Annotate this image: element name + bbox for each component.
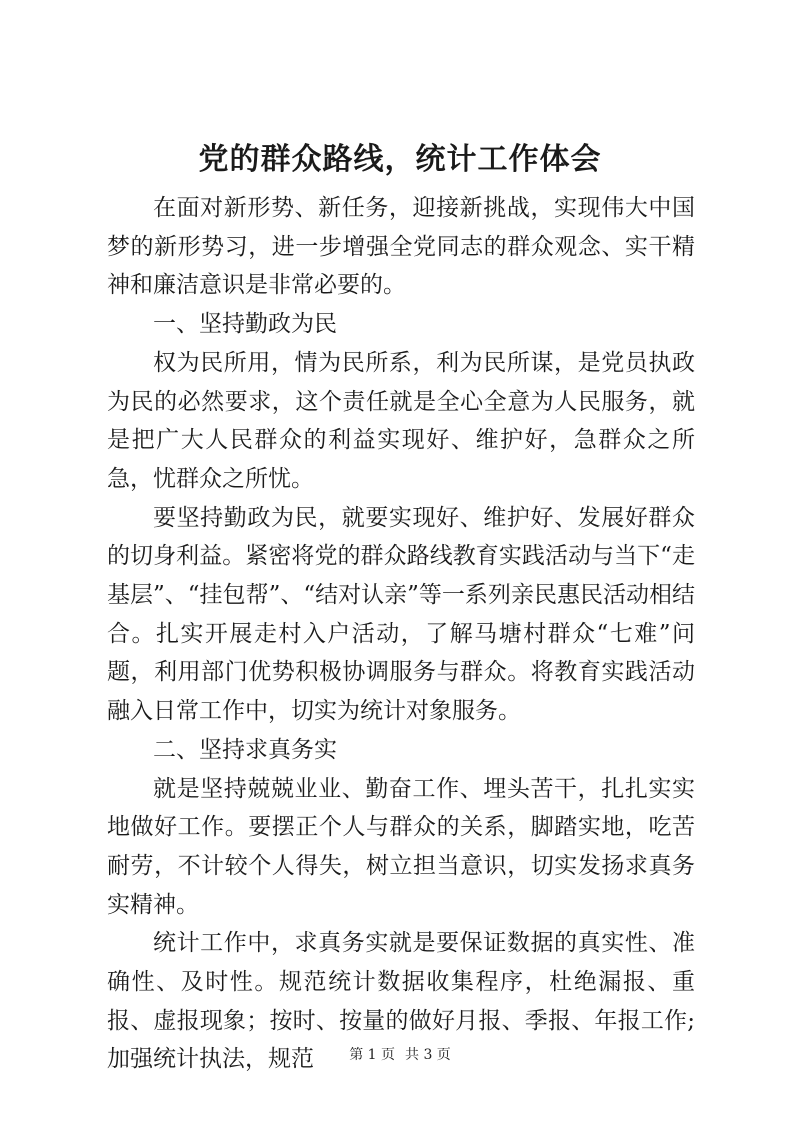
page-footer [0, 1045, 800, 1065]
document-body [107, 189, 695, 1079]
page-total: 共 3 页 [405, 1047, 451, 1063]
section-heading-1: 一、坚持勤政为民 [153, 311, 337, 338]
body-paragraph: 统计工作中，求真务实就是要保证数据的真实性、准确性、及时性。规范统计数据收集程序，杜绝漏报、重报、虚报现象；按时、按量的做好月报、季报、年报工作;加强统计执法，规范 [107, 930, 695, 1073]
intro-paragraph: 在面对新形势、新任务，迎接新挑战，实现伟大中国梦的新形势习，进一步增强全党同志的群众观念、实干精神和廉洁意识是非常必要的。 [107, 195, 695, 299]
body-paragraph: 要坚持勤政为民，就要实现好、维护好、发展好群众的切身利益。紧密将党的群众路线教育实践活动与当下“走基层”、“挂包帮”、“结对认亲”等一系列亲民惠民活动相结合。扎实开展走村入户活动，了解马塘村群众“七难”问题，利用部门优势积极协调服务与群众。将教育实践活动融入日常工作中，切实为统计对象服务。 [107, 504, 695, 725]
section-heading-2: 二、坚持求真务实 [153, 736, 337, 763]
document-title: 党的群众路线，统计工作体会 [198, 142, 602, 177]
page-number: 第 1 页 [349, 1047, 395, 1063]
body-paragraph: 权为民所用，情为民所系，利为民所谋，是党员执政为民的必然要求，这个责任就是全心全意为人民服务，就是把广大人民群众的利益实现好、维护好，急群众之所急，忧群众之所忧。 [107, 349, 695, 492]
body-paragraph: 就是坚持兢兢业业、勤奋工作、埋头苦干，扎扎实实地做好工作。要摆正个人与群众的关系，脚踏实地，吃苦耐劳，不计较个人得失，树立担当意识，切实发扬求真务实精神。 [107, 775, 695, 918]
